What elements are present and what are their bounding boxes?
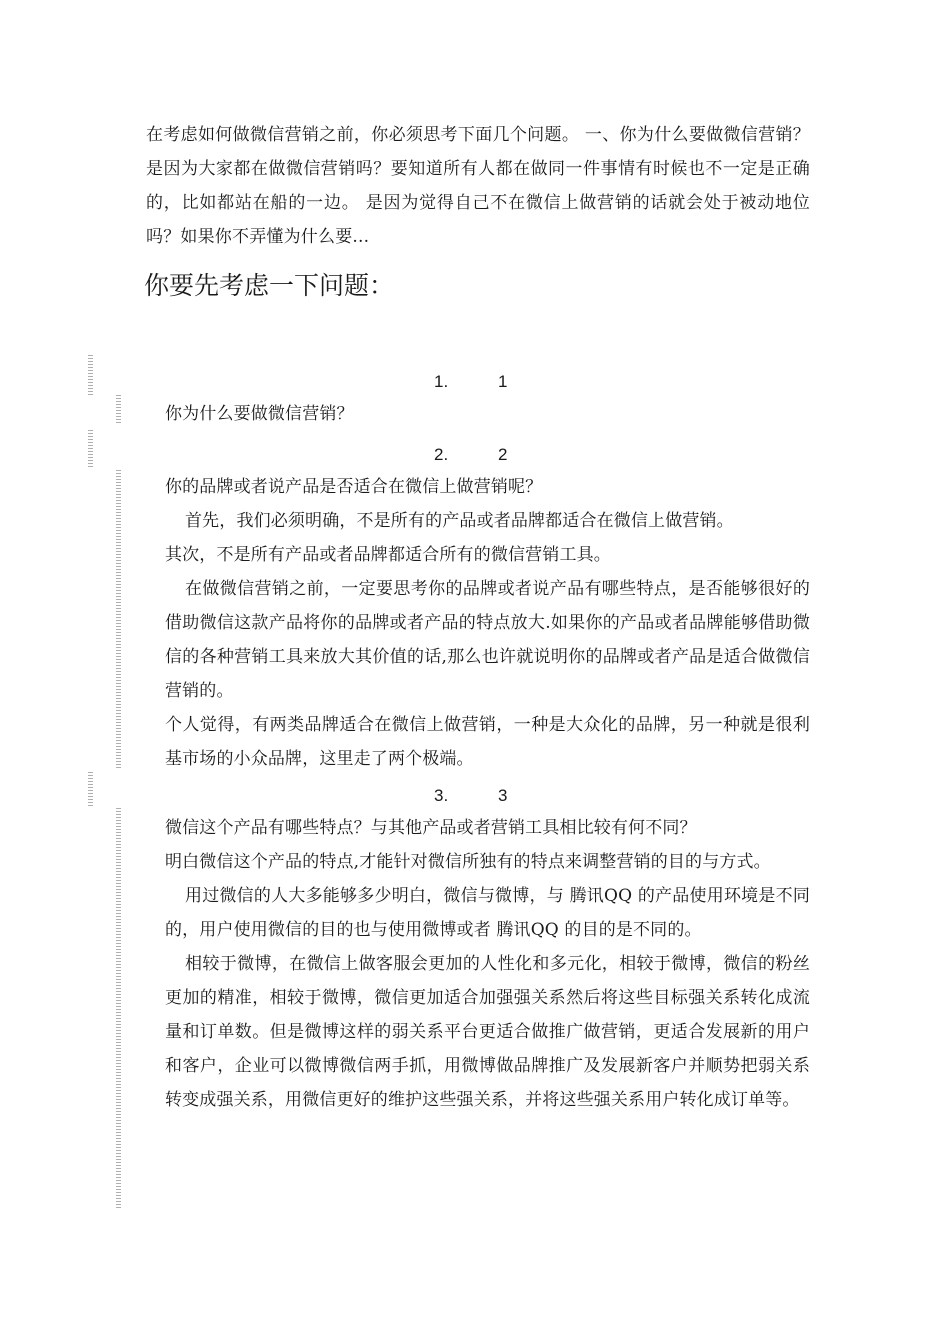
section-number-secondary: 3 <box>498 786 508 805</box>
body-paragraph: 其次，不是所有产品或者品牌都适合所有的微信营销工具。 <box>165 545 611 565</box>
body-paragraph: 首先，我们必须明确，不是所有的产品或者品牌都适合在微信上做营销。 <box>185 511 734 531</box>
section-number-secondary: 2 <box>498 445 508 464</box>
section-question: 你的品牌或者说产品是否适合在微信上做营销呢？ <box>165 477 543 497</box>
section-block <box>165 811 810 1117</box>
section-number-primary: 3. <box>434 786 449 805</box>
section-number-secondary: 1 <box>498 372 508 391</box>
margin-mark <box>116 470 121 768</box>
margin-mark <box>88 355 93 395</box>
body-paragraph: 相较于微博，在微信上做客服会更加的人性化和多元化，相较于微博，微信的粉丝更加的精准，相较于微博，微信更加适合加强强关系然后将这些目标强关系转化成流量和订单数。但是微博这样的弱关系平台更适合做推广做营销，更适合发展新的用户和客户，企业可以微博微信两手抓，用微博做品牌推广及发展新客户并顺势把弱关系转变成强关系，用微信更好的维护这些强关系，并将这些强关系用户转化成订单等。 <box>165 954 810 1110</box>
margin-mark <box>116 808 121 1210</box>
margin-mark <box>88 772 93 806</box>
section-question: 微信这个产品有哪些特点？与其他产品或者营销工具相比较有何不同？ <box>165 818 697 838</box>
body-paragraph: 个人觉得，有两类品牌适合在微信上做营销，一种是大众化的品牌，另一种就是很利基市场的小众品牌，这里走了两个极端。 <box>165 715 810 769</box>
section-number-primary: 1. <box>434 372 449 391</box>
body-paragraph: 用过微信的人大多能够多少明白，微信与微博，与 腾讯QQ 的产品使用环境是不同的，用户使用微信的目的也与使用微博或者 腾讯QQ 的目的是不同的。 <box>165 886 810 940</box>
section-block <box>165 470 810 776</box>
section-question: 你为什么要做微信营销？ <box>165 404 354 424</box>
margin-mark <box>88 430 93 468</box>
section-heading: 你要先考虑一下问题： <box>144 271 395 300</box>
section-block <box>165 397 810 431</box>
body-paragraph: 明白微信这个产品的特点,才能针对微信所独有的特点来调整营销的目的与方式。 <box>165 852 771 872</box>
intro-paragraph: 在考虑如何做微信营销之前，你必须思考下面几个问题。 一、你为什么要做微信营销？ 是因为大家都在做微信营销吗？要知道所有人都在做同一件事情有时候也不一定是正确的，比如都站在船的一边。 是因为觉得自己不在微信上做营销的话就会处于被动地位吗？如果你不弄懂为什么要... <box>146 125 810 247</box>
body-paragraph: 在做微信营销之前，一定要思考你的品牌或者说产品有哪些特点，是否能够很好的借助微信这款产品将你的品牌或者产品的特点放大.如果你的产品或者品牌能够借助微信的各种营销工具来放大其价值的话,那么也许就说明你的品牌或者产品是适合做微信营销的。 <box>165 579 810 701</box>
section-number-primary: 2. <box>434 445 449 464</box>
margin-mark <box>116 395 121 425</box>
